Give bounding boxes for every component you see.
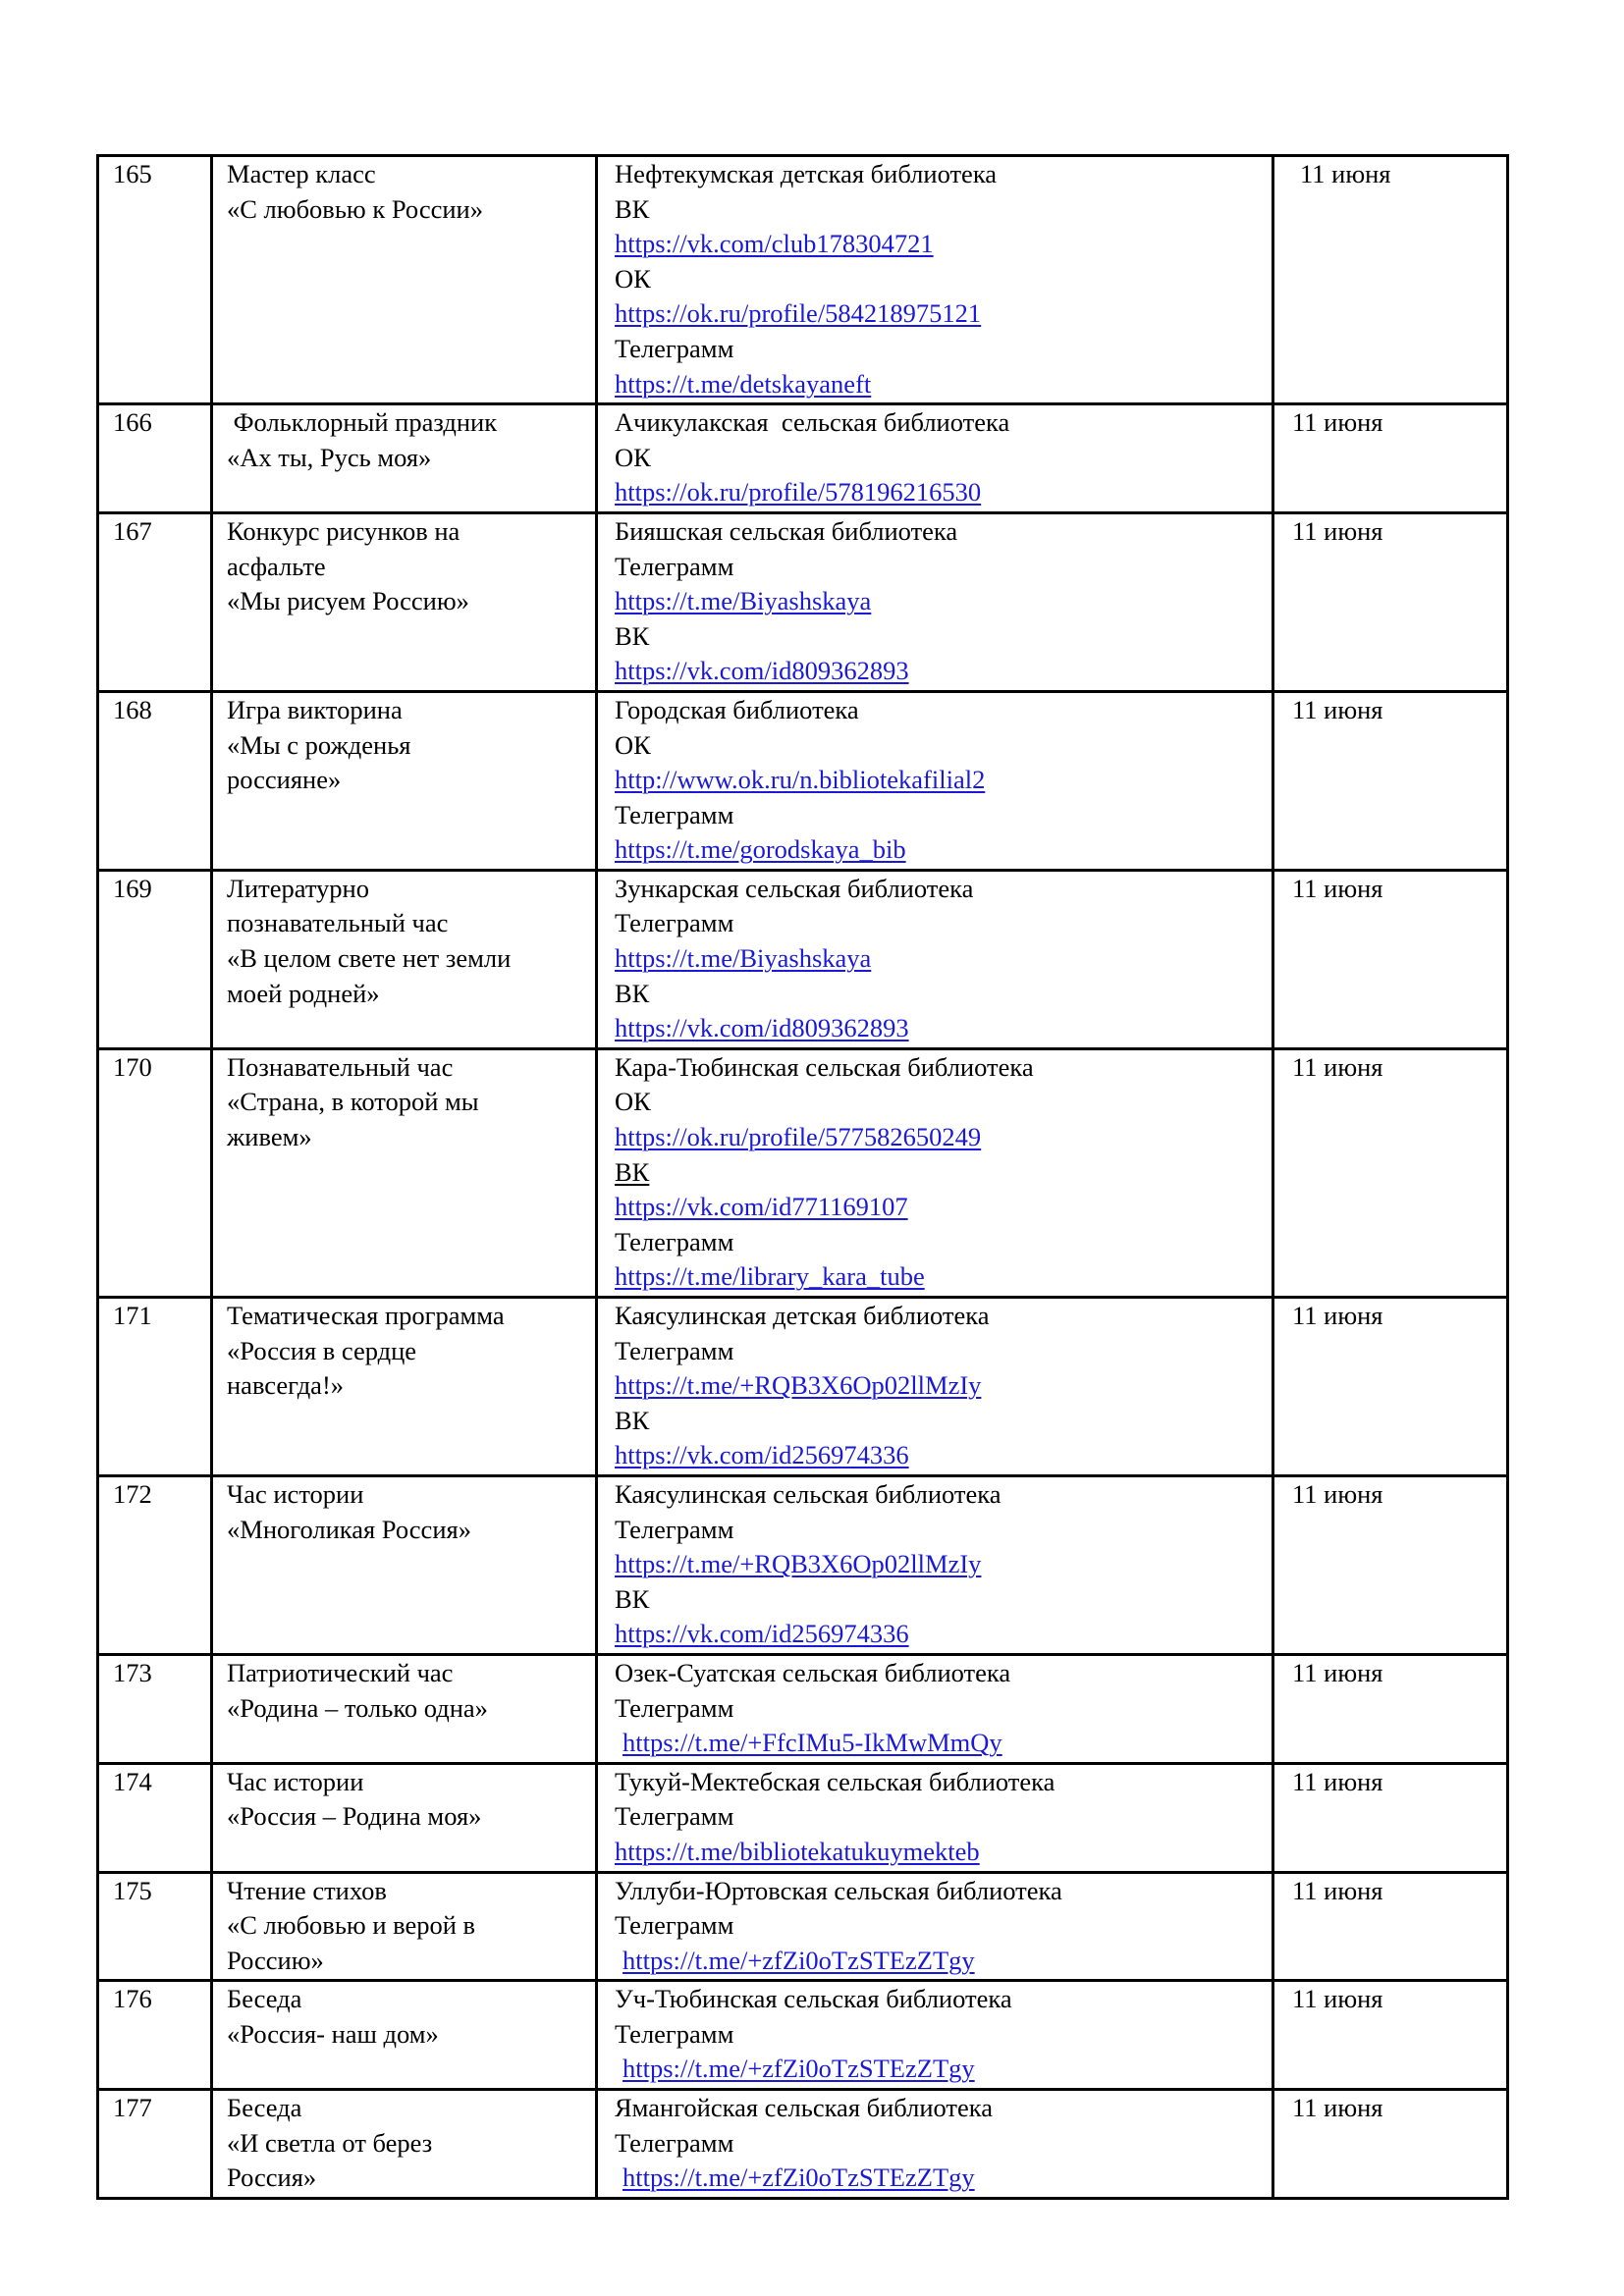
date-cell	[1273, 1872, 1508, 1981]
venue-line	[615, 1835, 1272, 1870]
date-cell	[1273, 1475, 1508, 1654]
social-link[interactable]: https://t.me/detskayaneft	[615, 368, 872, 399]
table-row	[98, 156, 1508, 404]
venue-line	[615, 1155, 1272, 1191]
venue-line	[615, 367, 1272, 402]
social-link[interactable]: https://t.me/+RQB3X6Op02llMzIy	[615, 1549, 982, 1579]
venue-cell	[597, 1298, 1273, 1476]
row-number-cell	[98, 404, 212, 513]
table-row	[98, 1872, 1508, 1981]
date-cell	[1273, 1763, 1508, 1872]
venue-line	[615, 1011, 1272, 1046]
event-date: 11 июня	[1292, 1657, 1383, 1687]
date-cell	[1273, 2090, 1508, 2199]
date-cell	[1273, 156, 1508, 404]
library-name: Бияшская сельская библиотека	[615, 515, 958, 546]
venue-line	[615, 1874, 1272, 1909]
table-row	[98, 1763, 1508, 1872]
social-link[interactable]: https://ok.ru/profile/584218975121	[615, 298, 982, 329]
venue-line	[615, 1799, 1272, 1835]
event-title-cell	[212, 1475, 597, 1654]
event-title-line: Конкурс рисунков на	[227, 515, 460, 546]
event-title-line: навсегда!»	[227, 1370, 345, 1401]
event-title-line: асфальте	[227, 551, 326, 581]
venue-line	[615, 262, 1272, 297]
social-link[interactable]: https://t.me/+zfZi0oTzSTEzZTgy	[623, 2054, 975, 2084]
event-date: 11 июня	[1292, 1766, 1383, 1796]
venue-line	[615, 192, 1272, 228]
venue-line	[615, 728, 1272, 764]
event-date: 11 июня	[1292, 694, 1383, 724]
row-number: 165	[113, 159, 152, 188]
table-row	[98, 1048, 1508, 1297]
event-date: 11 июня	[1292, 1301, 1383, 1330]
venue-line	[615, 1259, 1272, 1295]
venue-line	[615, 1513, 1272, 1548]
social-link[interactable]: https://vk.com/id771169107	[615, 1192, 908, 1222]
venue-line	[615, 296, 1272, 332]
event-date: 11 июня	[1292, 515, 1383, 546]
event-title-cell	[212, 1298, 597, 1476]
event-title-cell	[212, 1981, 597, 2090]
venue-line	[615, 832, 1272, 868]
venue-cell	[597, 1654, 1273, 1763]
venue-line	[615, 1050, 1272, 1086]
table-row	[98, 1654, 1508, 1763]
platform-label: Телеграмм	[615, 1514, 734, 1544]
platform-label: ВК	[615, 1405, 650, 1435]
venue-cell	[597, 1475, 1273, 1654]
date-cell	[1273, 404, 1508, 513]
event-title-cell	[212, 870, 597, 1048]
date-cell	[1273, 1048, 1508, 1297]
venue-line	[615, 1944, 1272, 1979]
event-title-line: Патриотический час	[227, 1657, 454, 1687]
platform-label: Телеграмм	[615, 1226, 734, 1256]
row-number: 170	[113, 1051, 152, 1082]
social-link[interactable]: https://t.me/bibliotekatukuymekteb	[615, 1836, 980, 1866]
event-title-line: Беседа	[227, 1984, 302, 2014]
venue-line	[615, 654, 1272, 689]
platform-label: ВК	[615, 1583, 650, 1614]
date-cell	[1273, 691, 1508, 870]
library-name: Уллуби-Юртовская сельская библиотека	[615, 1875, 1062, 1905]
event-title-line: живем»	[227, 1122, 312, 1152]
social-link[interactable]: https://vk.com/id256974336	[615, 1619, 909, 1649]
event-title-line: «С любовью к России»	[227, 193, 483, 224]
library-name: Кара-Тюбинская сельская библиотека	[615, 1051, 1034, 1082]
event-title-cell	[212, 1763, 597, 1872]
social-link[interactable]: https://ok.ru/profile/578196216530	[615, 477, 982, 507]
row-number: 167	[113, 515, 152, 546]
library-name: Уч-Тюбинская сельская библиотека	[615, 1984, 1012, 2014]
event-title-line: Познавательный час	[227, 1051, 454, 1082]
venue-cell	[597, 512, 1273, 691]
row-number-cell	[98, 1475, 212, 1654]
venue-line	[615, 405, 1272, 441]
venue-line	[615, 1582, 1272, 1618]
event-title-cell	[212, 1872, 597, 1981]
event-title-cell	[212, 404, 597, 513]
platform-label: Телеграмм	[615, 551, 734, 581]
venue-line	[615, 619, 1272, 655]
venue-line	[615, 1299, 1272, 1334]
event-date: 11 июня	[1300, 159, 1391, 188]
event-title-line: познавательный час	[227, 908, 449, 938]
venue-line	[615, 693, 1272, 728]
venue-cell	[597, 156, 1273, 404]
venue-line	[615, 1085, 1272, 1120]
platform-label: Телеграмм	[615, 1692, 734, 1723]
venue-line	[615, 798, 1272, 833]
platform-label: ОК	[615, 729, 651, 760]
row-number-cell	[98, 1298, 212, 1476]
venue-line	[615, 1765, 1272, 1800]
venue-line	[615, 1120, 1272, 1155]
event-title-line: Россию»	[227, 1945, 324, 1975]
social-link[interactable]: https://t.me/Biyashskaya	[615, 943, 872, 974]
venue-line	[615, 1982, 1272, 2017]
event-title-line: россияне»	[227, 765, 342, 795]
social-link[interactable]: https://vk.com/id256974336	[615, 1440, 909, 1470]
social-link[interactable]: https://t.me/library_kara_tube	[615, 1261, 925, 1292]
table-row	[98, 404, 1508, 513]
venue-line	[615, 2161, 1272, 2196]
row-number: 172	[113, 1478, 152, 1509]
venue-line	[615, 2091, 1272, 2126]
venue-line	[615, 1368, 1272, 1404]
library-name: Каясулинская сельская библиотека	[615, 1478, 1001, 1509]
social-link[interactable]: http://www.ok.ru/n.bibliotekafilial2	[615, 765, 986, 795]
venue-line	[615, 1190, 1272, 1225]
venue-line	[615, 514, 1272, 550]
venue-line	[615, 1656, 1272, 1691]
event-date: 11 июня	[1292, 1984, 1383, 2014]
date-cell	[1273, 512, 1508, 691]
library-name: Ямангойская сельская библиотека	[615, 2093, 994, 2123]
event-title-line: Фольклорный праздник	[227, 407, 498, 438]
row-number-cell	[98, 1981, 212, 2090]
event-title-line: моей родней»	[227, 978, 380, 1008]
row-number-cell	[98, 156, 212, 404]
platform-label: Телеграмм	[615, 1801, 734, 1832]
venue-line	[615, 1404, 1272, 1439]
table-row	[98, 2090, 1508, 2199]
table-row	[98, 512, 1508, 691]
venue-cell	[597, 1872, 1273, 1981]
table-row	[98, 691, 1508, 870]
event-title-cell	[212, 691, 597, 870]
venue-cell	[597, 2090, 1273, 2199]
platform-label: Телеграмм	[615, 908, 734, 938]
event-title-line: «Мы рисуем Россию»	[227, 586, 469, 616]
platform-label: ОК	[615, 442, 651, 472]
platform-label: ВК	[615, 193, 650, 224]
event-title-line: «В целом свете нет земли	[227, 943, 512, 974]
venue-line	[615, 1477, 1272, 1513]
event-title-line: Час истории	[227, 1766, 364, 1796]
venue-cell	[597, 1048, 1273, 1297]
venue-cell	[597, 1763, 1273, 1872]
venue-line	[615, 1726, 1272, 1761]
row-number: 175	[113, 1875, 152, 1905]
venue-line	[615, 584, 1272, 619]
platform-label: ВК	[615, 978, 650, 1008]
row-number-cell	[98, 1763, 212, 1872]
venue-line	[615, 1334, 1272, 1369]
library-name: Каясулинская детская библиотека	[615, 1301, 990, 1330]
venue-line	[615, 441, 1272, 476]
row-number: 177	[113, 2093, 152, 2123]
platform-label: Телеграмм	[615, 2127, 734, 2158]
venue-line	[615, 157, 1272, 192]
venue-cell	[597, 404, 1273, 513]
venue-line	[615, 1908, 1272, 1944]
row-number: 166	[113, 407, 152, 438]
event-title-line: «Ах ты, Русь моя»	[227, 442, 432, 472]
library-name: Тукуй-Мектебская сельская библиотека	[615, 1766, 1056, 1796]
social-link[interactable]: https://t.me/Biyashskaya	[615, 586, 872, 616]
social-link[interactable]: https://vk.com/club178304721	[615, 229, 934, 259]
platform-label: ОК	[615, 263, 651, 294]
event-title-cell	[212, 2090, 597, 2199]
row-number-cell	[98, 691, 212, 870]
event-title-cell	[212, 1048, 597, 1297]
event-title-cell	[212, 156, 597, 404]
event-date: 11 июня	[1292, 2093, 1383, 2123]
table-row	[98, 1475, 1508, 1654]
event-title-line: «Россия – Родина моя»	[227, 1801, 482, 1832]
event-date: 11 июня	[1292, 407, 1383, 438]
table-row	[98, 1298, 1508, 1476]
row-number-cell	[98, 1654, 212, 1763]
venue-line	[615, 872, 1272, 907]
venue-line	[615, 227, 1272, 262]
social-link[interactable]: https://t.me/gorodskaya_bib	[615, 834, 906, 865]
event-title-line: Литературно	[227, 873, 369, 903]
event-title-cell	[212, 1654, 597, 1763]
library-name: Нефтекумская детская библиотека	[615, 159, 998, 188]
venue-cell	[597, 1981, 1273, 2090]
row-number: 174	[113, 1766, 152, 1796]
venue-line	[615, 1547, 1272, 1582]
library-name: Зункарская сельская библиотека	[615, 873, 974, 903]
event-title-line: Беседа	[227, 2093, 302, 2123]
social-link[interactable]: https://vk.com/id809362893	[615, 1013, 909, 1043]
venue-line	[615, 1617, 1272, 1652]
event-title-line: «Страна, в которой мы	[227, 1087, 479, 1117]
row-number-cell	[98, 2090, 212, 2199]
library-name: Городская библиотека	[615, 694, 859, 724]
event-date: 11 июня	[1292, 1478, 1383, 1509]
platform-label: ОК	[615, 1087, 651, 1117]
venue-line	[615, 906, 1272, 941]
row-number: 173	[113, 1657, 152, 1687]
venue-line	[615, 550, 1272, 585]
platform-label: ВК	[615, 1156, 650, 1187]
event-title-line: «Родина – только одна»	[227, 1692, 488, 1723]
venue-line	[615, 1438, 1272, 1473]
date-cell	[1273, 870, 1508, 1048]
table-row	[98, 1981, 1508, 2090]
date-cell	[1273, 1298, 1508, 1476]
row-number: 168	[113, 694, 152, 724]
event-title-line: «С любовью и верой в	[227, 1910, 476, 1941]
platform-label: Телеграмм	[615, 1910, 734, 1941]
row-number-cell	[98, 870, 212, 1048]
social-link[interactable]: https://vk.com/id809362893	[615, 656, 909, 686]
events-table-body	[98, 156, 1508, 2199]
event-date: 11 июня	[1292, 873, 1383, 903]
event-title-line: Россия»	[227, 2163, 317, 2193]
social-link[interactable]: https://t.me/+FfcIMu5-IkMwMmQy	[623, 1728, 1002, 1758]
event-date: 11 июня	[1292, 1051, 1383, 1082]
date-cell	[1273, 1654, 1508, 1763]
event-title-line: Тематическая программа	[227, 1301, 505, 1330]
venue-line	[615, 941, 1272, 977]
venue-line	[615, 332, 1272, 367]
table-row	[98, 870, 1508, 1048]
events-table	[96, 154, 1509, 2200]
social-link[interactable]: https://t.me/+zfZi0oTzSTEzZTgy	[623, 1945, 975, 1975]
venue-line	[615, 2017, 1272, 2053]
venue-line	[615, 977, 1272, 1012]
venue-line	[615, 2052, 1272, 2087]
row-number-cell	[98, 1872, 212, 1981]
event-title-line: «Многоликая Россия»	[227, 1514, 471, 1544]
event-title-line: «Мы с рожденья	[227, 729, 411, 760]
venue-cell	[597, 691, 1273, 870]
event-title-line: Игра викторина	[227, 694, 403, 724]
venue-line	[615, 1225, 1272, 1260]
event-title-line: «Россия в сердце	[227, 1335, 417, 1365]
venue-line	[615, 2126, 1272, 2162]
row-number-cell	[98, 1048, 212, 1297]
social-link[interactable]: https://ok.ru/profile/577582650249	[615, 1122, 982, 1152]
event-title-cell	[212, 512, 597, 691]
event-title-line: «Россия- наш дом»	[227, 2018, 439, 2049]
library-name: Ачикулакская сельская библиотека	[615, 407, 1010, 438]
row-number: 176	[113, 1984, 152, 2014]
venue-line	[615, 1691, 1272, 1727]
event-title-line: Мастер класс	[227, 159, 376, 188]
platform-label: Телеграмм	[615, 1335, 734, 1365]
platform-label: Телеграмм	[615, 2018, 734, 2049]
event-title-line: «И светла от берез	[227, 2127, 433, 2158]
platform-label: Телеграмм	[615, 333, 734, 363]
event-title-line: Час истории	[227, 1478, 364, 1509]
row-number-cell	[98, 512, 212, 691]
library-name: Озек-Суатская сельская библиотека	[615, 1657, 1011, 1687]
row-number: 169	[113, 873, 152, 903]
social-link[interactable]: https://t.me/+RQB3X6Op02llMzIy	[615, 1370, 982, 1401]
event-date: 11 июня	[1292, 1875, 1383, 1905]
date-cell	[1273, 1981, 1508, 2090]
platform-label: Телеграмм	[615, 799, 734, 829]
venue-line	[615, 763, 1272, 798]
platform-label: ВК	[615, 620, 650, 651]
venue-cell	[597, 870, 1273, 1048]
social-link[interactable]: https://t.me/+zfZi0oTzSTEzZTgy	[623, 2163, 975, 2193]
row-number: 171	[113, 1301, 152, 1330]
event-title-line: Чтение стихов	[227, 1875, 387, 1905]
venue-line	[615, 475, 1272, 510]
